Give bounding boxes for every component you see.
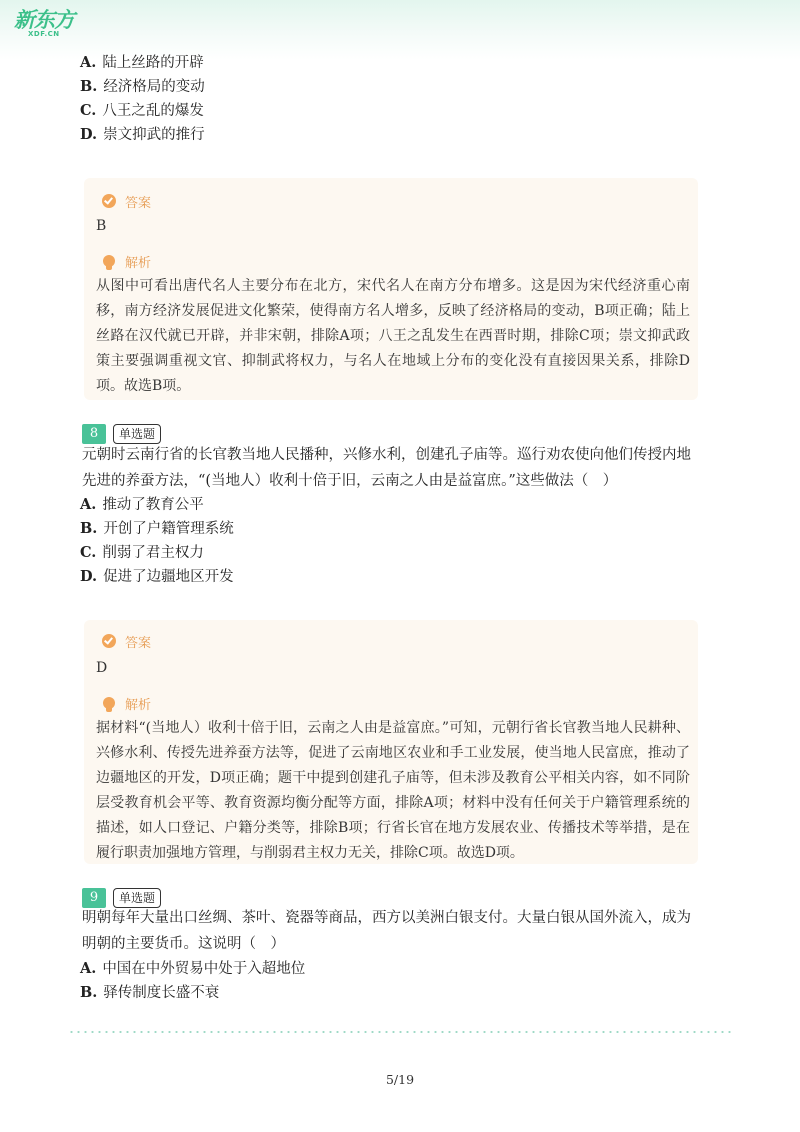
q9-stem: 明朝每年大量出口丝绸、茶叶、瓷器等商品，西方以美洲白银支付。大量白银从国外流入，成为明朝的主要货币。这说明（ ）: [82, 910, 691, 952]
q8-option-c: C. 削弱了君主权力: [80, 544, 204, 561]
q7-option-d: D. 崇文抑武的推行: [80, 126, 205, 143]
q7-answer-tag: 答案: [102, 192, 151, 210]
q8-option-d: D. 促进了边疆地区开发: [80, 568, 234, 585]
check-badge-icon: [102, 194, 116, 208]
q9-option-b: B. 驿传制度长盛不衰: [80, 984, 220, 1001]
q7-option-c: C. 八王之乱的爆发: [80, 102, 204, 119]
question-type-badge: 单选题: [113, 424, 161, 444]
q8-option-b: B. 开创了户籍管理系统: [80, 520, 234, 537]
dotted-divider: [68, 1031, 732, 1033]
question-number-badge: 9: [82, 888, 106, 908]
header-band: [0, 0, 800, 60]
page-number: 5/19: [385, 1072, 415, 1087]
q8-answer-tag: 答案: [102, 632, 151, 650]
lightbulb-icon: [103, 697, 115, 709]
logo-subtext: XDF.CN: [28, 30, 60, 38]
q7-option-b: B. 经济格局的变动: [80, 78, 205, 95]
check-badge-icon: [102, 634, 116, 648]
xdf-logo: [14, 8, 84, 42]
q8-option-a: A. 推动了教育公平: [80, 496, 204, 513]
question-number-badge: 8: [82, 424, 106, 444]
q7-answer-value: B: [96, 218, 107, 234]
question-type-badge: 单选题: [113, 888, 161, 908]
q8-answer-value: D: [96, 660, 108, 676]
q7-answer-box: [84, 178, 698, 400]
q7-analysis-tag: 解析: [102, 252, 151, 270]
q7-analysis-text: 从图中可看出唐代名人主要分布在北方，宋代名人在南方分布增多。这是因为宋代经济重心南移，南方经济发展促进文化繁荣，使得南方名人增多，反映了经济格局的变动，B项正确；陆上丝路在汉代就已开辟，并非宋朝，排除A项；八王之乱发生在西晋时期，排除C项；崇文抑武政策主要强调重视文官、抑制武将权力，与名人在地域上分布的变化没有直接因果关系，排除D项。故选B项。: [96, 278, 690, 394]
q8-stem: 元朝时云南行省的长官教当地人民播种，兴修水利，创建孔子庙等。巡行劝农使向他们传授内地先进的养蚕方法，“(当地人）收利十倍于旧，云南之人由是益富庶。”这些做法（ ）: [82, 447, 691, 489]
q9-option-a: A. 中国在中外贸易中处于入超地位: [80, 960, 306, 977]
lightbulb-icon: [103, 255, 115, 267]
q8-analysis-tag: 解析: [102, 694, 151, 712]
q8-analysis-text: 据材料“(当地人）收利十倍于旧，云南之人由是益富庶。”可知，元朝行省长官教当地人民耕种、兴修水利、传授先进养蚕方法等，促进了云南地区农业和手工业发展，使当地人民富庶，推动了边疆地区的开发，D项正确；题干中提到创建孔子庙等，但未涉及教育公平相关内容，如不同阶层受教育机会平等、教育资源均衡分配等方面，排除A项；材料中没有任何关于户籍管理系统的描述，如人口登记、户籍分类等，排除B项；行省长官在地方发展农业、传播技术等举措，是在履行职责加强地方管理，与削弱君主权力无关，排除C项。故选D项。: [96, 720, 690, 861]
logo-text: 新东方: [14, 8, 74, 32]
q8-answer-box: [84, 620, 698, 864]
q7-option-a: A. 陆上丝路的开辟: [80, 54, 204, 71]
